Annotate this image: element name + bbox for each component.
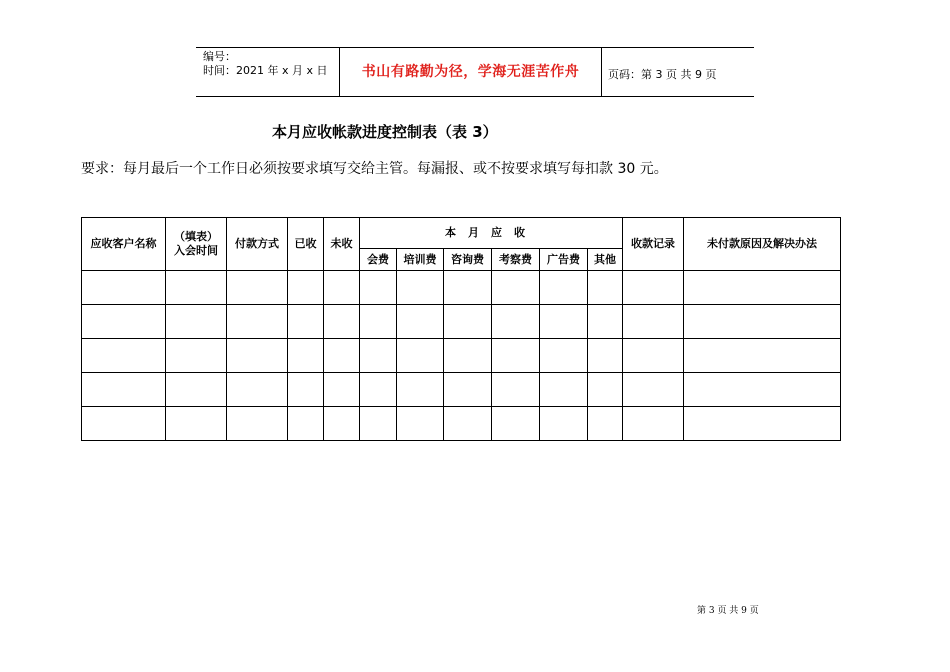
table-cell[interactable] — [397, 271, 444, 305]
table-row — [82, 407, 841, 441]
header-number-label: 编号： — [203, 50, 236, 63]
table-cell[interactable] — [540, 271, 588, 305]
table-cell[interactable] — [324, 407, 360, 441]
table-cell[interactable] — [623, 339, 684, 373]
receivables-table — [81, 217, 841, 441]
table-cell[interactable] — [397, 305, 444, 339]
header-motto: 书山有路勤为径，学海无涯苦作舟 — [361, 64, 580, 80]
sub-col-training-fee: 培训费 — [397, 249, 444, 271]
table-cell[interactable] — [684, 373, 841, 407]
table-cell[interactable] — [360, 339, 397, 373]
table-cell[interactable] — [623, 407, 684, 441]
table-row — [82, 339, 841, 373]
table-cell[interactable] — [82, 407, 166, 441]
table-cell[interactable] — [288, 271, 324, 305]
table-cell[interactable] — [588, 305, 623, 339]
table-cell[interactable] — [82, 271, 166, 305]
table-cell[interactable] — [444, 339, 492, 373]
table-cell[interactable] — [492, 305, 540, 339]
table-cell[interactable] — [166, 305, 227, 339]
table-cell[interactable] — [82, 305, 166, 339]
table-cell[interactable] — [444, 271, 492, 305]
table-cell[interactable] — [324, 339, 360, 373]
table-cell[interactable] — [444, 305, 492, 339]
table-cell[interactable] — [166, 339, 227, 373]
document-title: 本月应收帐款进度控制表（表 3） — [272, 123, 498, 141]
table-cell[interactable] — [227, 407, 288, 441]
table-cell[interactable] — [492, 407, 540, 441]
footer-page-info: 第 3 页 共 9 页 — [697, 606, 759, 616]
document-requirement: 要求：每月最后一个工作日必须按要求填写交给主管。每漏报、或不按要求填写每扣款 30 元。 — [81, 161, 668, 177]
table-cell[interactable] — [540, 305, 588, 339]
table-cell[interactable] — [360, 407, 397, 441]
table-row — [82, 373, 841, 407]
table-cell[interactable] — [588, 407, 623, 441]
header-page-info: 页码：第 3 页 共 9 页 — [608, 68, 717, 81]
table-cell[interactable] — [360, 373, 397, 407]
table-cell[interactable] — [588, 339, 623, 373]
table-cell[interactable] — [288, 373, 324, 407]
table-cell[interactable] — [397, 407, 444, 441]
sub-col-inspection-fee: 考察费 — [492, 249, 540, 271]
table-cell[interactable] — [288, 339, 324, 373]
header-divider-right — [601, 47, 602, 97]
table-cell[interactable] — [360, 271, 397, 305]
table-row — [82, 271, 841, 305]
col-unpaid-reason: 未付款原因及解决办法 — [684, 218, 841, 271]
table-cell[interactable] — [82, 339, 166, 373]
table-cell[interactable] — [227, 305, 288, 339]
sub-col-advertising-fee: 广告费 — [540, 249, 588, 271]
header-left-block — [203, 50, 328, 78]
table-cell[interactable] — [492, 339, 540, 373]
table-cell[interactable] — [623, 271, 684, 305]
table-row — [82, 305, 841, 339]
table-cell[interactable] — [540, 373, 588, 407]
col-collection-record: 收款记录 — [623, 218, 684, 271]
table-cell[interactable] — [444, 407, 492, 441]
table-cell[interactable] — [166, 373, 227, 407]
table-body — [82, 271, 841, 441]
table-cell[interactable] — [492, 271, 540, 305]
col-customer: 应收客户名称 — [82, 218, 166, 271]
sub-col-other: 其他 — [588, 249, 623, 271]
table-cell[interactable] — [82, 373, 166, 407]
table-cell[interactable] — [444, 373, 492, 407]
table-cell[interactable] — [166, 271, 227, 305]
table-cell[interactable] — [397, 339, 444, 373]
table-cell[interactable] — [324, 373, 360, 407]
col-unreceived: 未收 — [324, 218, 360, 271]
table-cell[interactable] — [360, 305, 397, 339]
col-monthly-receivable: 本月应收 — [360, 218, 623, 249]
table-cell[interactable] — [540, 339, 588, 373]
header-top-line — [196, 47, 754, 48]
table-cell[interactable] — [227, 339, 288, 373]
col-join-time-note: （填表） — [174, 230, 218, 243]
col-join-time-label: 入会时间 — [174, 244, 218, 257]
table-cell[interactable] — [227, 271, 288, 305]
header-bottom-line — [196, 96, 754, 97]
table-cell[interactable] — [166, 407, 227, 441]
col-join-time — [166, 218, 227, 271]
sub-col-membership-fee: 会费 — [360, 249, 397, 271]
col-received: 已收 — [288, 218, 324, 271]
sub-col-consulting-fee: 咨询费 — [444, 249, 492, 271]
table-cell[interactable] — [288, 407, 324, 441]
table-cell[interactable] — [684, 407, 841, 441]
table-cell[interactable] — [588, 271, 623, 305]
table-cell[interactable] — [288, 305, 324, 339]
table-cell[interactable] — [623, 373, 684, 407]
col-payment-method: 付款方式 — [227, 218, 288, 271]
table-cell[interactable] — [492, 373, 540, 407]
table-header-row — [82, 218, 841, 249]
table-cell[interactable] — [540, 407, 588, 441]
table-cell[interactable] — [227, 373, 288, 407]
table-cell[interactable] — [684, 339, 841, 373]
table-cell[interactable] — [588, 373, 623, 407]
table-cell[interactable] — [324, 305, 360, 339]
table-cell[interactable] — [684, 271, 841, 305]
header-time-label: 时间：2021 年 x 月 x 日 — [203, 64, 328, 77]
table-cell[interactable] — [397, 373, 444, 407]
table-cell[interactable] — [324, 271, 360, 305]
table-cell[interactable] — [684, 305, 841, 339]
table-cell[interactable] — [623, 305, 684, 339]
